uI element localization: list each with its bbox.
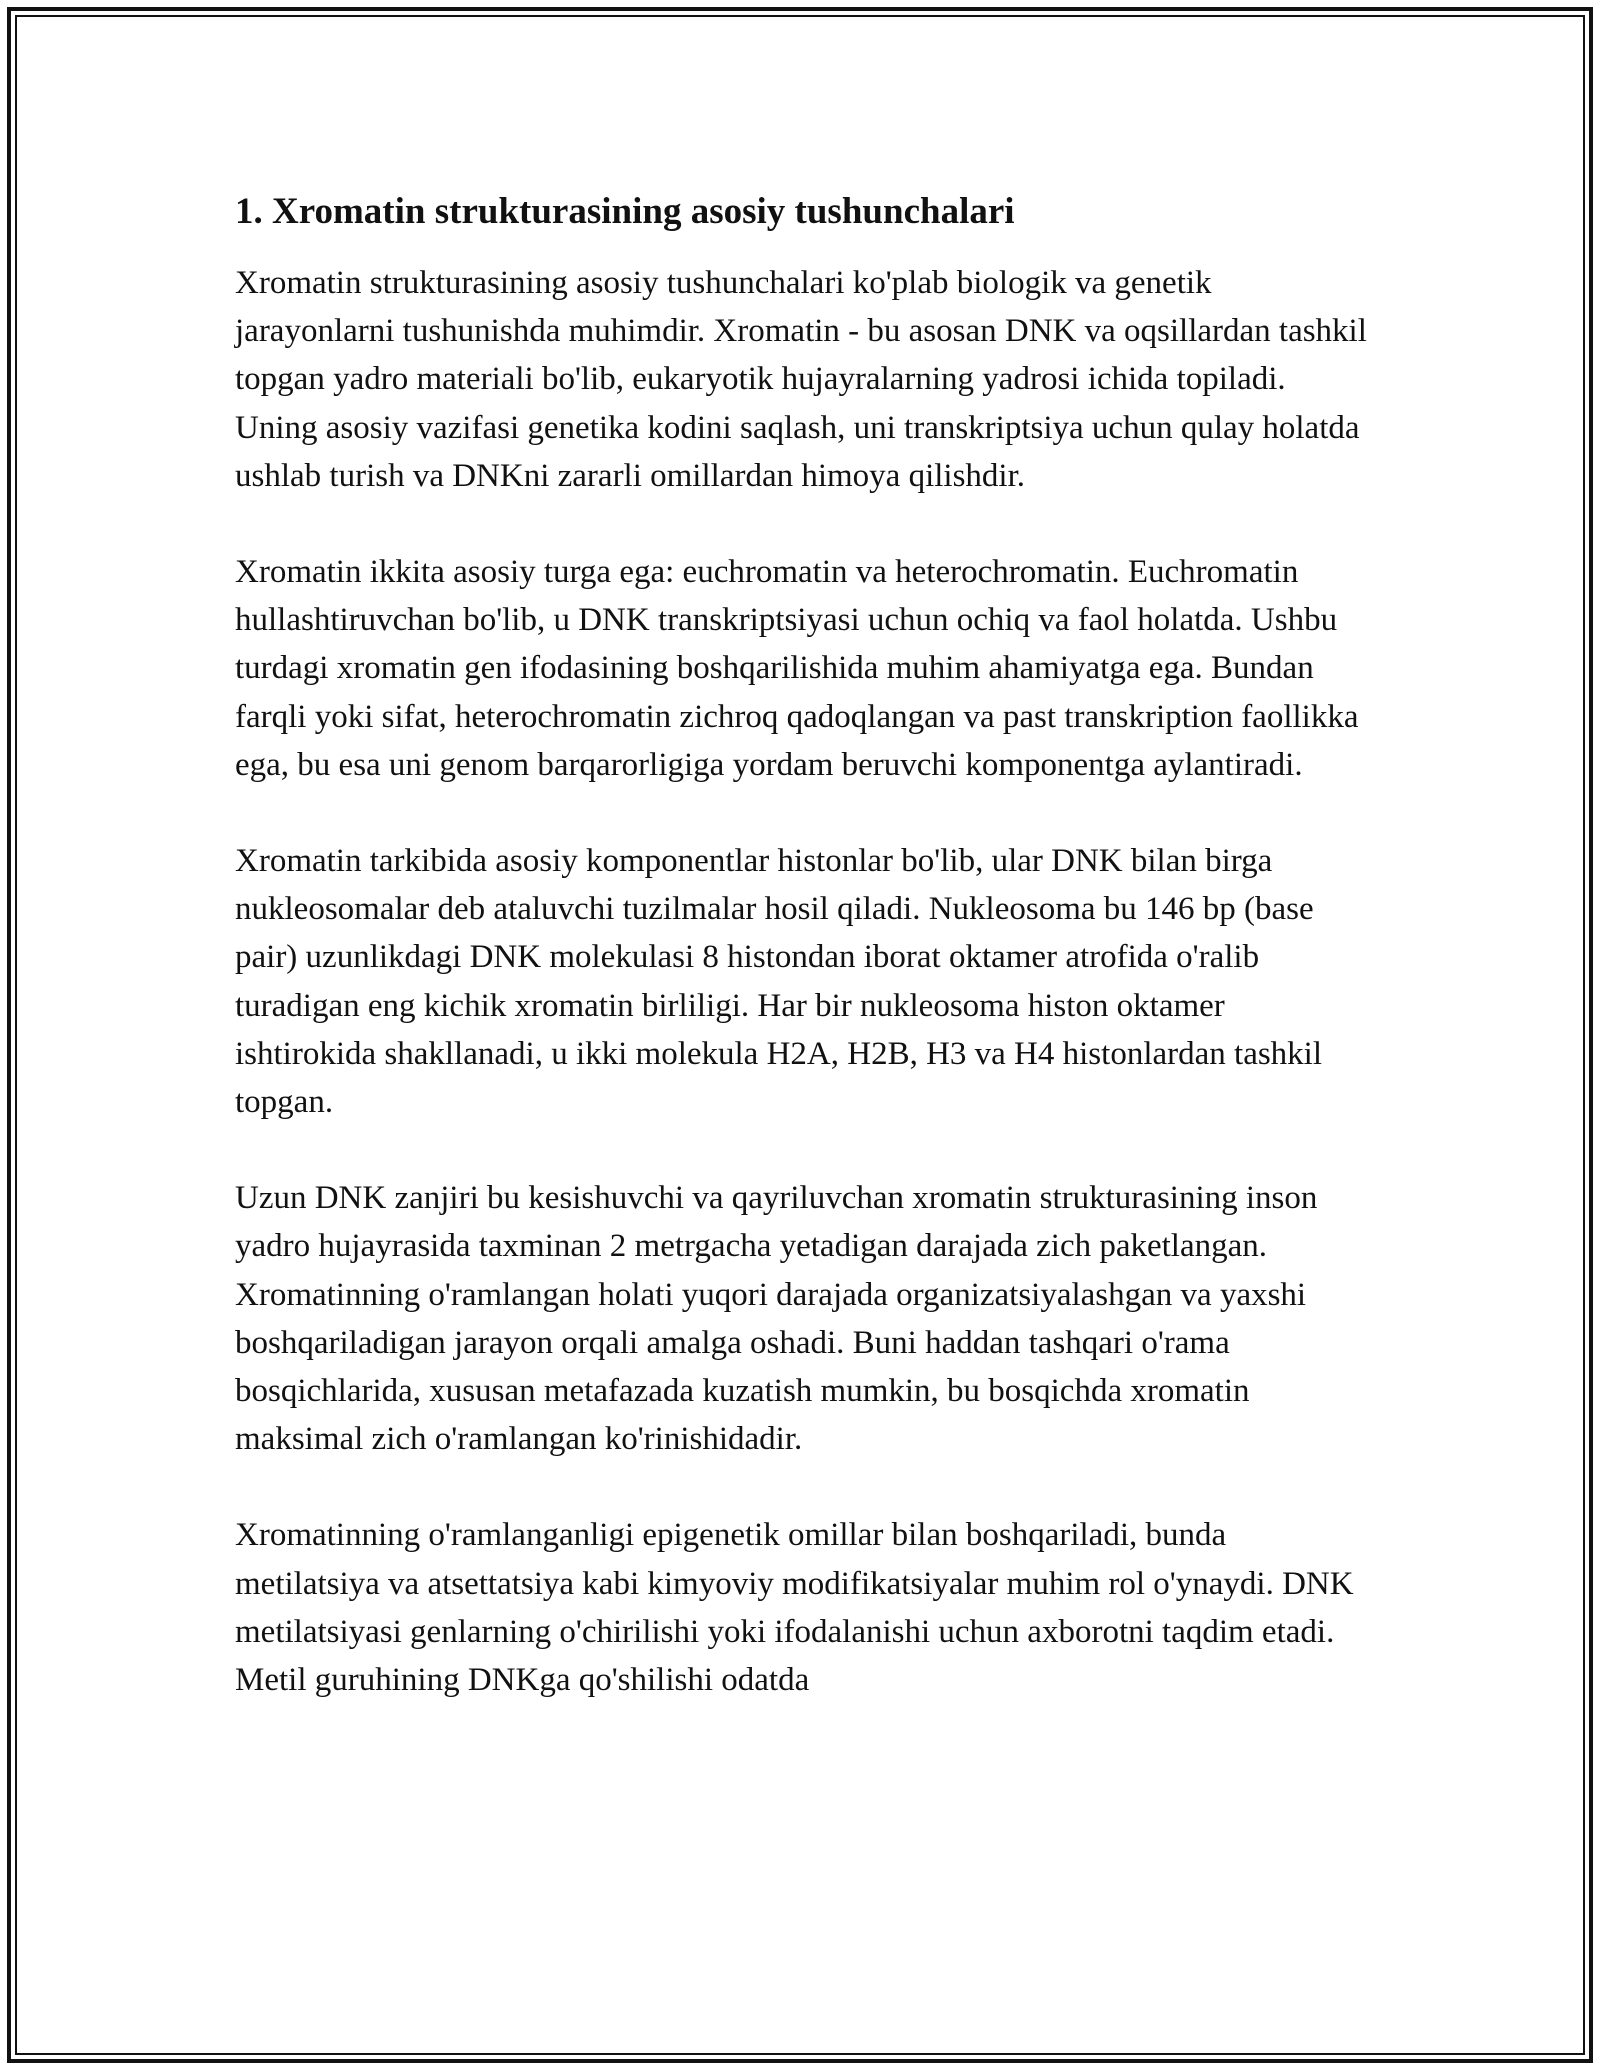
paragraph-dna-packaging: Uzun DNK zanjiri bu kesishuvchi va qayriluvchan xromatin strukturasining inson yadro hujayrasida taxminan 2 metrgacha yetadigan darajada zich paketlangan. Xromatinning o'ramlangan holati yuqori darajada organizatsiyalashgan va yaxshi boshqariladigan jarayon orqali amalga oshadi. Buni haddan tashqari o'rama bosqichlarida, xususan metafazada kuzatish mumkin, bu bosqichda xromatin maksimal zich o'ramlangan ko'rinishidadir. (235, 1180, 1318, 1458)
paragraph-histones: Xromatin tarkibida asosiy komponentlar histonlar bo'lib, ular DNK bilan birga nukleosomalar deb ataluvchi tuzilmalar hosil qiladi. Nukleosoma bu 146 bp (base pair) uzunlikdagi DNK molekulasi 8 histondan iborat oktamer atrofida o'ralib turadigan eng kichik xromatin birliligi. Har bir nukleosoma histon oktamer ishtirokida shakllanadi, u ikki molekula H2A, H2B, H3 va H4 histonlardan tashkil topgan. (235, 843, 1323, 1121)
paragraph-epigenetics: Xromatinning o'ramlanganligi epigenetik omillar bilan boshqariladi, bunda metilatsiya va atsettatsiya kabi kimyoviy modifikatsiyalar muhim rol o'ynaydi. DNK metilatsiyasi genlarning o'chirilishi yoki ifodalanishi uchun axborotni taqdim etadi. Metil guruhining DNKga qo'shilishi odatda (235, 1517, 1354, 1699)
document-body (235, 188, 1370, 1704)
paragraph-chromatin-types: Xromatin ikkita asosiy turga ega: euchromatin va heterochromatin. Euchromatin hullashtiruvchan bo'lib, u DNK transkriptsiyasi uchun ochiq va faol holatda. Ushbu turdagi xromatin gen ifodasining boshqarilishida muhim ahamiyatga ega. Bundan farqli yoki sifat, heterochromatin zichroq qadoqlangan va past transkription faollikka ega, bu esa uni genom barqarorligiga yordam beruvchi komponentga aylantiradi. (235, 554, 1359, 783)
paragraph-chromatin-intro: Xromatin strukturasining asosiy tushunchalari ko'plab biologik va genetik jarayonlarni tushunishda muhimdir. Xromatin - bu asosan DNK va oqsillardan tashkil topgan yadro materiali bo'lib, eukaryotik hujayralarning yadrosi ichida topiladi. Uning asosiy vazifasi genetika kodini saqlash, uni transkriptsiya uchun qulay holatda ushlab turish va DNKni zararli omillardan himoya qilishdir. (235, 265, 1367, 494)
section-heading: 1. Xromatin strukturasining asosiy tushunchalari (235, 191, 1015, 232)
